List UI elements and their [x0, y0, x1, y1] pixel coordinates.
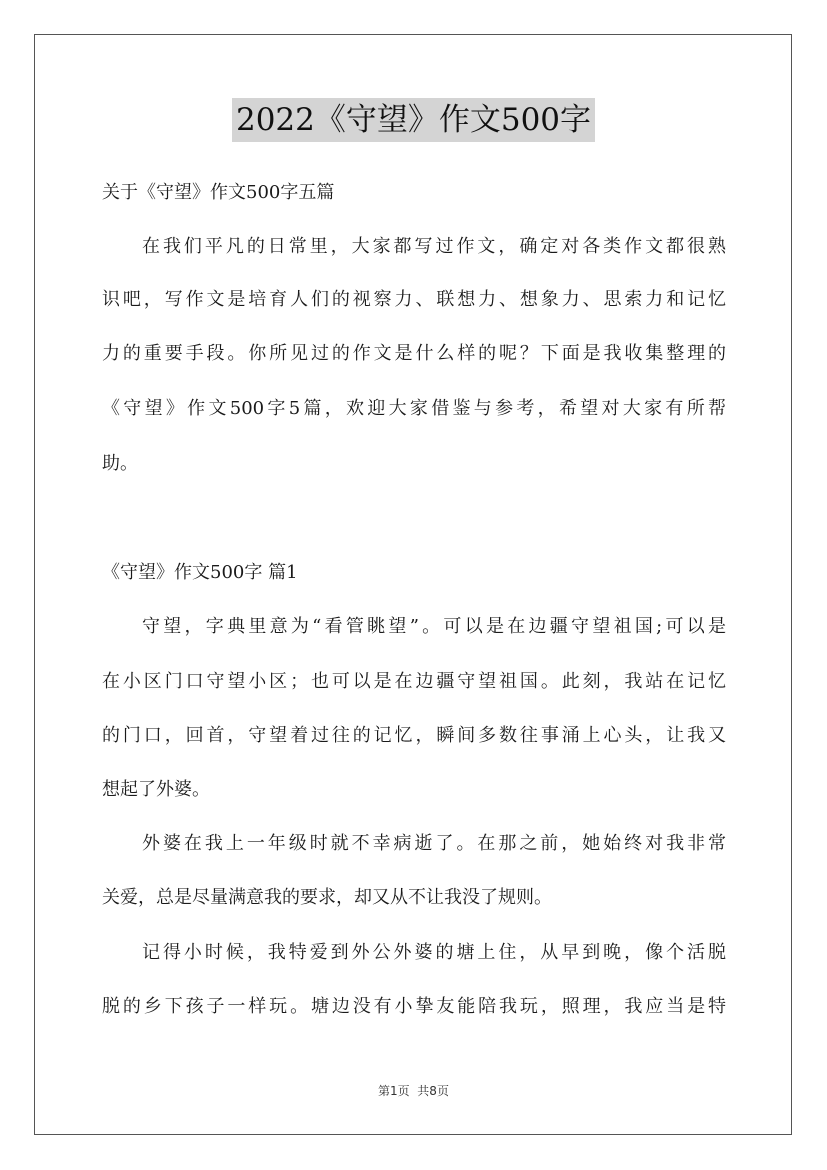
- paragraph-line: 脱的乡下孩子一样玩。塘边没有小挚友能陪我玩，照理，我应当是特: [102, 996, 726, 1017]
- intro-line: 力的重要手段。你所见过的作文是什么样的呢？下面是我收集整理的: [102, 343, 726, 364]
- paragraph-line: 的门口，回首，守望着过往的记忆，瞬间多数往事涌上心头，让我又: [102, 725, 726, 746]
- section-heading: 《守望》作文500字 篇1: [102, 562, 298, 583]
- paragraph-line: 守望，字典里意为“看管眺望”。可以是在边疆守望祖国;可以是: [142, 616, 726, 637]
- paragraph-line: 想起了外婆。: [102, 779, 210, 800]
- intro-line: 识吧，写作文是培育人们的视察力、联想力、想象力、思索力和记忆: [102, 289, 726, 310]
- title-container: [0, 98, 827, 142]
- intro-line: 助。: [102, 453, 138, 474]
- paragraph-line: 关爱，总是尽量满意我的要求，却又从不让我没了规则。: [102, 887, 552, 908]
- page-indicator: 第1页 共8页: [378, 1084, 449, 1098]
- document-subtitle: 关于《守望》作文500字五篇: [102, 182, 335, 203]
- paragraph-line: 在小区门口守望小区；也可以是在边疆守望祖国。此刻，我站在记忆: [102, 671, 726, 692]
- paragraph-line: 记得小时候，我特爱到外公外婆的塘上住，从早到晚，像个活脱: [142, 942, 726, 963]
- intro-line: 《守望》作文500字5篇，欢迎大家借鉴与参考，希望对大家有所帮: [102, 398, 726, 419]
- document-title: 2022《守望》作文500字: [232, 98, 595, 142]
- intro-line: 在我们平凡的日常里，大家都写过作文，确定对各类作文都很熟: [142, 236, 726, 257]
- page-footer: [0, 1083, 827, 1099]
- paragraph-line: 外婆在我上一年级时就不幸病逝了。在那之前，她始终对我非常: [142, 833, 726, 854]
